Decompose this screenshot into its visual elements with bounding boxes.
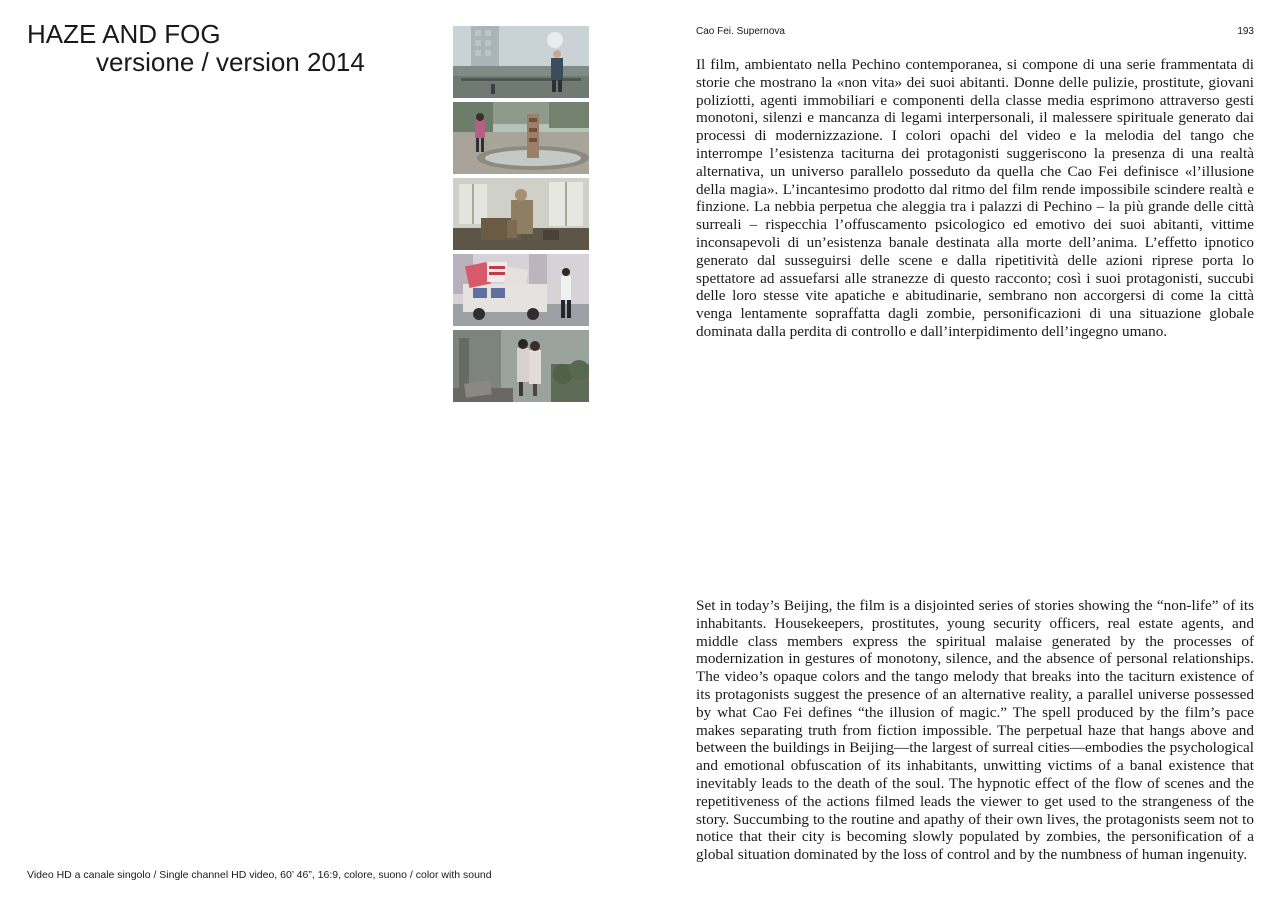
artwork-technical-caption: Video HD a canale singolo / Single channel HD video, 60’ 46”, 16:9, colore, suono / color with sound — [27, 869, 492, 881]
italian-body-text: Il film, ambientato nella Pechino contemporanea, si compone di una serie frammentata di storie che mostrano la «non vita» dei suoi abitanti. Donne delle pulizie, prostitute, giovani poliziotti, agenti immobiliari e componenti della classe media esprimono attraverso gesti monotoni, silenzi e mancanza di legami interpersonali, il malessere spirituale generato dai processi di modernizzazione. I colori opachi del video e la melodia del tango che interrompe l’esistenza taciturna dei protagonisti suggeriscono la presenza di una realtà alternativa, un universo parallelo posseduto da quella che Cao Fei definisce «l’illusione della magia». L’incantesimo prodotto dal ritmo del film rende impossibile scindere realtà e finzione. La nebbia perpetua che aleggia tra i palazzi di Pechino – la più grande delle città surreali – rispecchia l’offuscamento psicologico ed emotivo dei suoi abitanti, vittime inconsapevoli di un’esistenza banale destinata alla morte dell’anima. L’effetto ipnotico generato dal susseguirsi delle scene e dalla ripetitività delle azioni riprese porta lo spettatore ad assuefarsi alle stranezze di questo racconto; così i suoi protagonisti, succubi delle loro stesse vite apatiche e abitudinarie, sembrano non accorgersi di come la città venga lentamente sopraffatta dagli zombie, personificazioni di una situazione globale dominata dalla perdita di controllo e dall’interpidimento dell’ingegno umano. — [696, 56, 1254, 340]
video-stills-column — [453, 26, 589, 406]
still-truck-with-signs-image — [453, 254, 589, 326]
still-man-with-balloon-image — [453, 26, 589, 98]
english-body-text: Set in today’s Beijing, the film is a disjointed series of stories showing the “non-life” of its inhabitants. Housekeepers, prostitutes, young security officers, real estate agents, and middle class members express the spiritual malaise generated by the processes of modernization in gestures of monotony, silence, and the absence of personal relationships. The video’s opaque colors and the tango melody that breaks into the taciturn existence of its protagonists suggest the presence of an alternative reality, a parallel universe possessed by what Cao Fei defines “the illusion of magic.” The spell produced by the film’s pace makes separating truth from fiction impossible. The perpetual haze that hangs above and between the buildings in Beijing—the largest of surreal cities—embodies the psychological and emotional obfuscation of its inhabitants, unwitting victims of a banal existence that inevitably leads to the death of the soul. The hypnotic effect of the flow of scenes and the repetitiveness of the actions filmed leads the viewer to get used to the strangeness of the story. Succumbing to the routine and apathy of their own lives, the protagonists seem not to notice that their city is becoming slowly populated by zombies, the personification of a global situation dominated by the loss of control and by the numbness of human ingenuity. — [696, 597, 1254, 864]
still-seated-figure-interior — [453, 178, 589, 250]
still-fountain-courtyard-image — [453, 102, 589, 174]
running-head — [696, 26, 1254, 38]
artwork-version: versione / version 2014 — [96, 47, 365, 77]
page-number: 193 — [1237, 26, 1254, 37]
still-fountain-courtyard — [453, 102, 589, 174]
still-couple-alley-image — [453, 330, 589, 402]
still-truck-with-signs — [453, 254, 589, 326]
artwork-title: HAZE AND FOG — [27, 19, 221, 49]
running-head-title: Cao Fei. Supernova — [696, 26, 785, 37]
still-man-with-balloon — [453, 26, 589, 98]
still-couple-alley — [453, 330, 589, 402]
still-seated-figure-interior-image — [453, 178, 589, 250]
